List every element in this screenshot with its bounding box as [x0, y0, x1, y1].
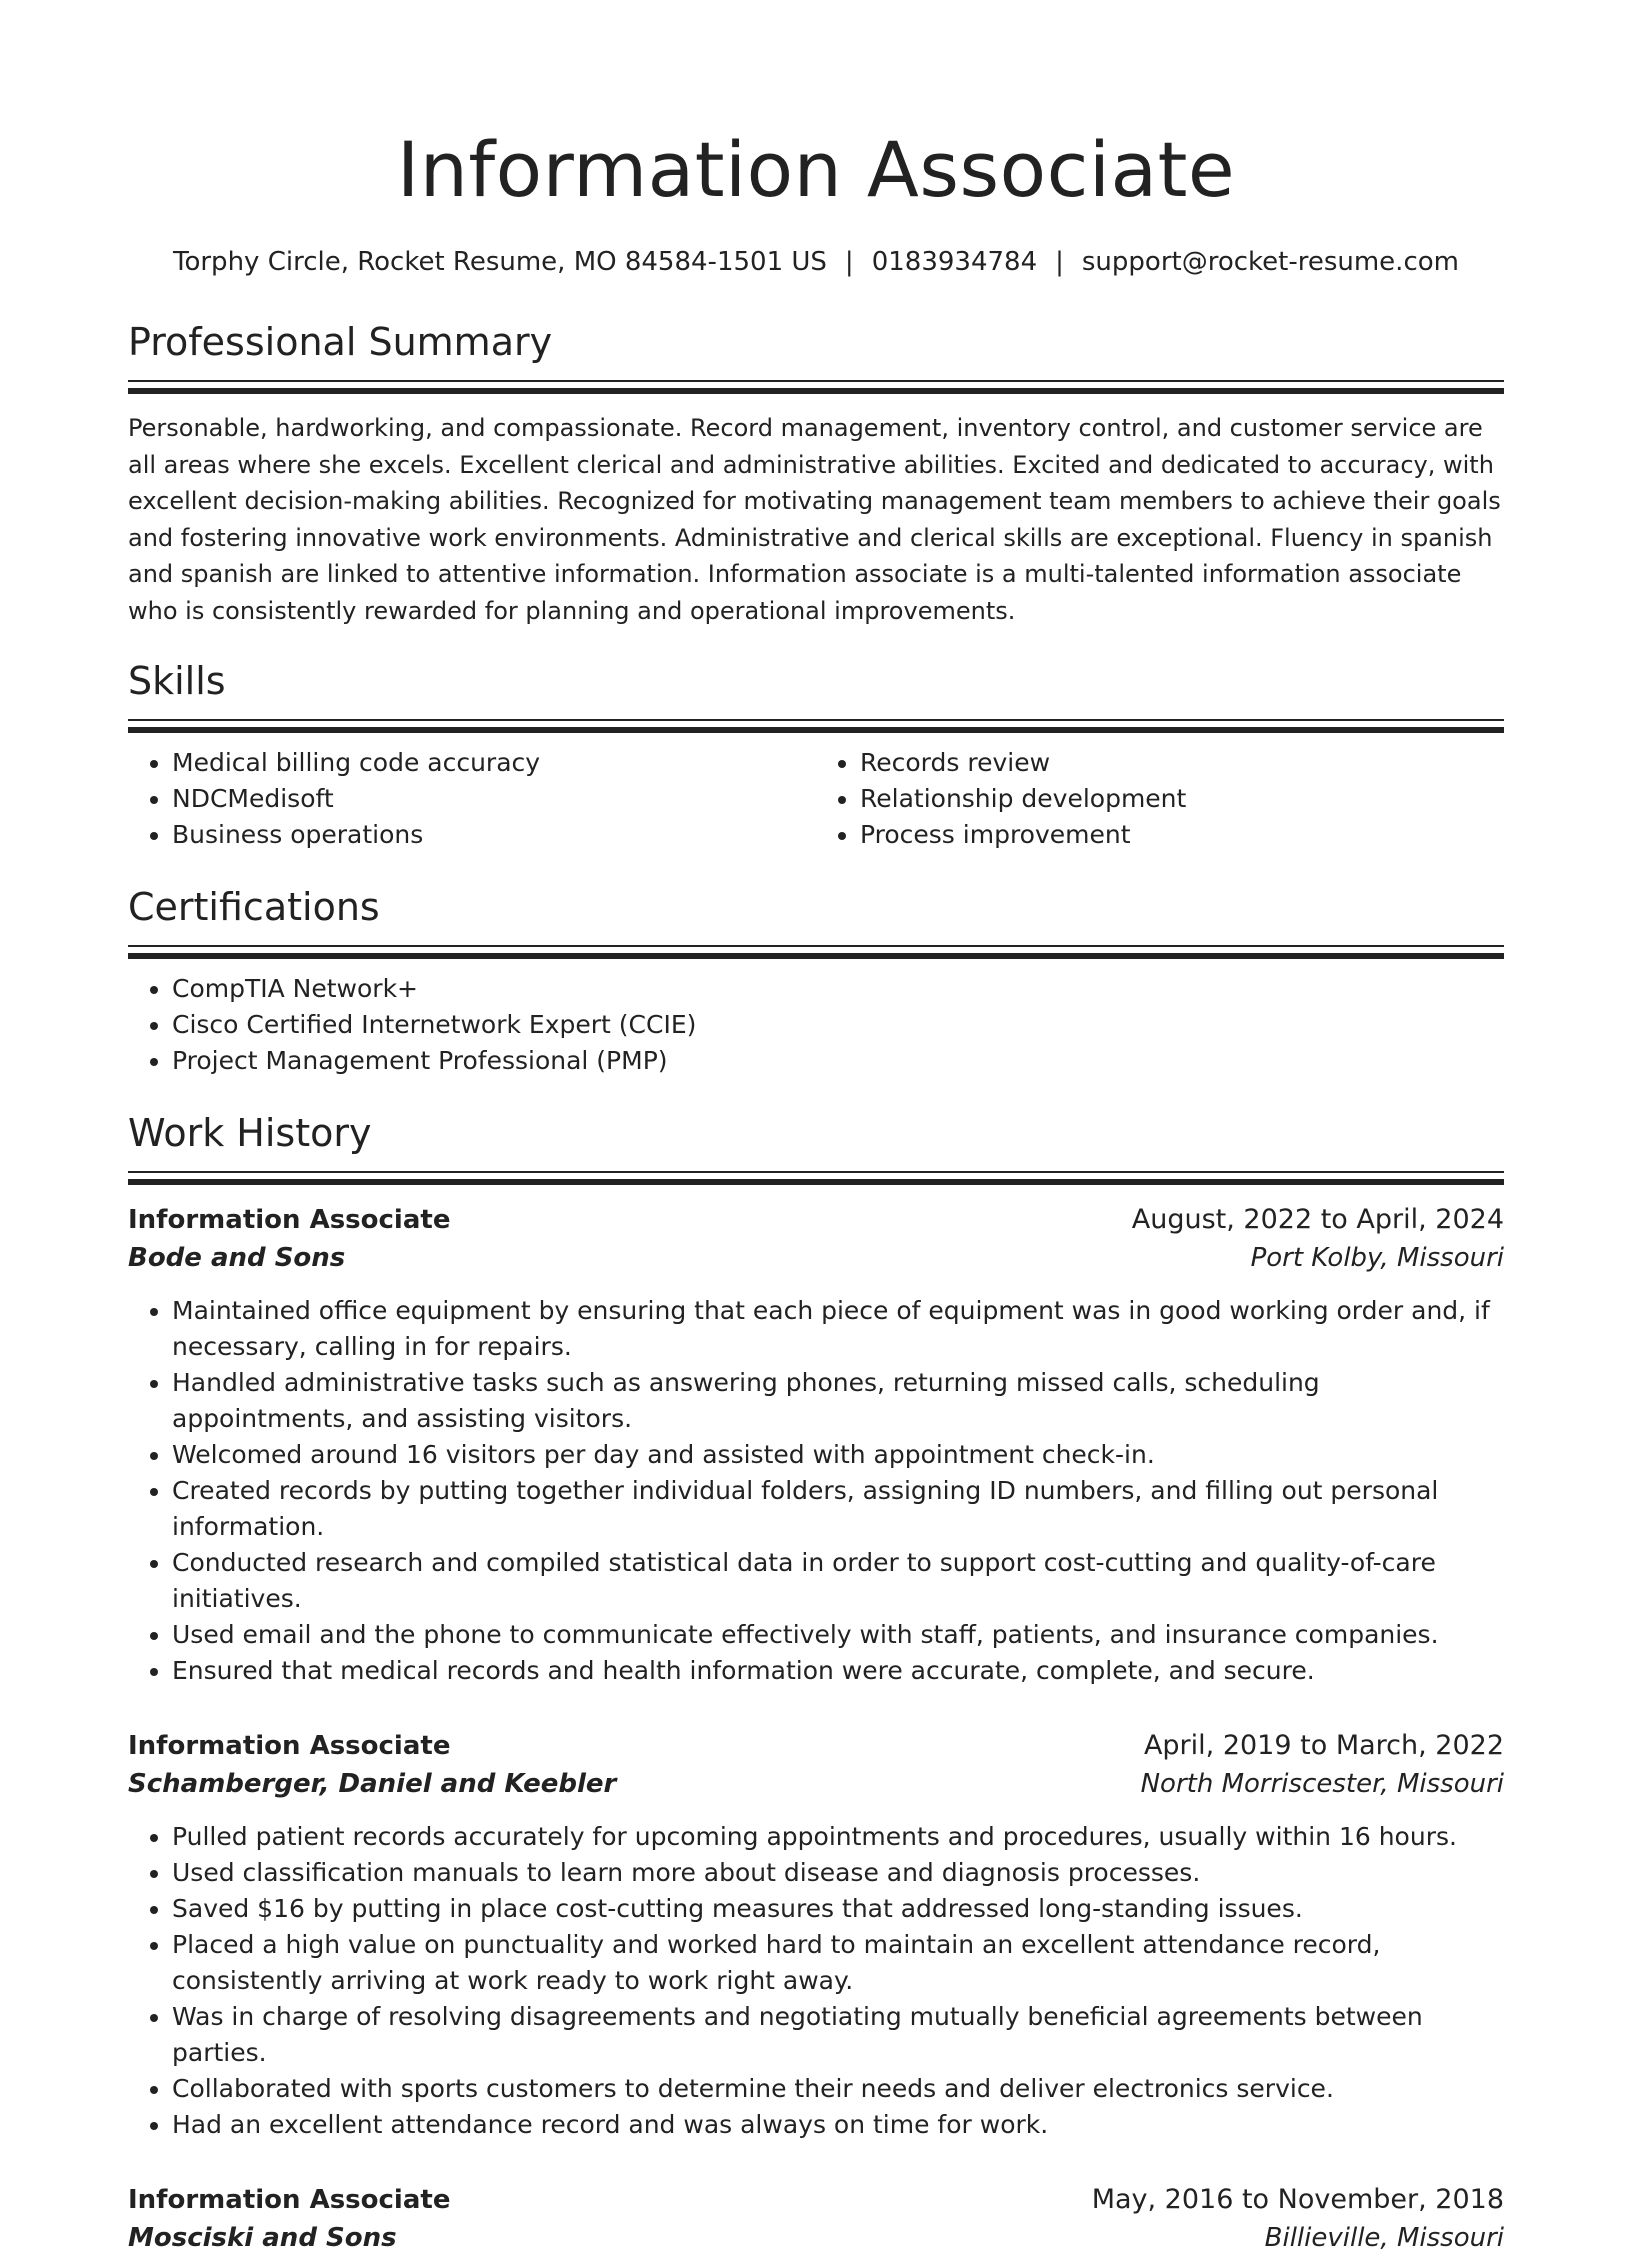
section-title-summary: Professional Summary [128, 320, 553, 364]
section-divider [128, 1171, 1504, 1185]
skills-list-left [128, 745, 816, 853]
skill-item: • Medical billing code accuracy [172, 745, 816, 781]
job-header [128, 1727, 1504, 1765]
section-title-work-history: Work History [128, 1111, 372, 1155]
job-bullets [128, 1293, 1504, 1689]
certification-item: • Project Management Professional (PMP) [172, 1043, 1504, 1079]
skills-section [128, 657, 1504, 853]
section-divider [128, 380, 1504, 394]
section-title-certifications: Certifications [128, 885, 380, 929]
certifications-section [128, 883, 1504, 1079]
section-divider [128, 945, 1504, 959]
job-header [128, 2181, 1504, 2219]
job-bullet: • Placed a high value on punctuality and worked hard to maintain an excellent attendance record, consistently arriving at work ready to work right away. [172, 1927, 1504, 1999]
job-title: Information Associate [128, 2185, 451, 2215]
job-entry [128, 2181, 1504, 2257]
job-dates: August, 2022 to April, 2024 [1131, 1204, 1504, 1235]
certification-item: • CompTIA Network+ [172, 971, 1504, 1007]
contact-phone: 0183934784 [871, 247, 1038, 277]
job-bullet: • Pulled patient records accurately for upcoming appointments and procedures, usually within 16 hours. [172, 1819, 1504, 1855]
work-history-section [128, 1109, 1504, 2257]
skill-item: • NDCMedisoft [172, 781, 816, 817]
job-entry [128, 1201, 1504, 1689]
job-bullets [128, 1819, 1504, 2143]
job-bullet: • Handled administrative tasks such as answering phones, returning missed calls, scheduling appointments, and assisting visitors. [172, 1365, 1504, 1437]
job-bullet: • Saved $16 by putting in place cost-cutting measures that addressed long-standing issues. [172, 1891, 1504, 1927]
job-company: Schamberger, Daniel and Keebler [128, 1769, 617, 1799]
job-company: Mosciski and Sons [128, 2223, 397, 2253]
job-bullet: • Maintained office equipment by ensuring that each piece of equipment was in good working order and, if necessary, calling in for repairs. [172, 1293, 1504, 1365]
skills-grid [128, 745, 1504, 853]
resume-name: Information Associate [396, 125, 1236, 214]
job-company: Bode and Sons [128, 1243, 346, 1273]
job-bullet: • Welcomed around 16 visitors per day and assisted with appointment check-in. [172, 1437, 1504, 1473]
job-location: Port Kolby, Missouri [1250, 1243, 1504, 1273]
certification-item: • Cisco Certified Internetwork Expert (CCIE) [172, 1007, 1504, 1043]
job-location: Billieville, Missouri [1264, 2223, 1504, 2253]
contact-line [128, 246, 1504, 278]
certifications-list [128, 971, 1504, 1079]
job-bullet: • Used classification manuals to learn more about disease and diagnosis processes. [172, 1855, 1504, 1891]
job-bullet: • Created records by putting together individual folders, assigning ID numbers, and filling out personal information. [172, 1473, 1504, 1545]
job-title: Information Associate [128, 1205, 451, 1235]
skills-list-right [816, 745, 1504, 853]
job-bullet: • Ensured that medical records and health information were accurate, complete, and secure. [172, 1653, 1504, 1689]
contact-address: Torphy Circle, Rocket Resume, MO 84584-1501 US [173, 247, 827, 277]
section-title-skills: Skills [128, 659, 226, 703]
summary-text: Personable, hardworking, and compassionate. Record management, inventory control, and customer service are all areas where she excels. Excellent clerical and administrative abilities. Excited and dedicated to accuracy, with excellent decision-making abilities. Recognized for motivating management team members to achieve their goals and fostering innovative work environments. Administrative and clerical skills are exceptional. Fluency in spanish and spanish are linked to attentive information. Information associate is a multi-talented information associate who is consistently rewarded for planning and operational improvements. [128, 414, 1501, 625]
job-dates: April, 2019 to March, 2022 [1143, 1730, 1504, 1761]
job-bullet: • Conducted research and compiled statistical data in order to support cost-cutting and quality-of-care initiatives. [172, 1545, 1504, 1617]
contact-email[interactable]: support@rocket-resume.com [1081, 247, 1459, 277]
job-subheader [128, 2219, 1504, 2257]
job-subheader [128, 1239, 1504, 1277]
job-bullet: • Was in charge of resolving disagreements and negotiating mutually beneficial agreements between parties. [172, 1999, 1504, 2071]
section-divider [128, 719, 1504, 733]
job-bullet: • Collaborated with sports customers to determine their needs and deliver electronics service. [172, 2071, 1504, 2107]
skill-item: • Records review [860, 745, 1504, 781]
job-title: Information Associate [128, 1731, 451, 1761]
job-bullet: • Used email and the phone to communicate effectively with staff, patients, and insurance companies. [172, 1617, 1504, 1653]
job-entry [128, 1727, 1504, 2143]
skill-item: • Process improvement [860, 817, 1504, 853]
job-bullet: • Had an excellent attendance record and was always on time for work. [172, 2107, 1504, 2143]
skill-item: • Business operations [172, 817, 816, 853]
contact-separator: | [844, 247, 854, 277]
job-header [128, 1201, 1504, 1239]
skill-item: • Relationship development [860, 781, 1504, 817]
contact-separator: | [1055, 247, 1064, 277]
job-dates: May, 2016 to November, 2018 [1091, 2184, 1504, 2215]
job-subheader [128, 1765, 1504, 1803]
summary-section [128, 318, 1504, 629]
job-location: North Morriscester, Missouri [1140, 1769, 1504, 1799]
